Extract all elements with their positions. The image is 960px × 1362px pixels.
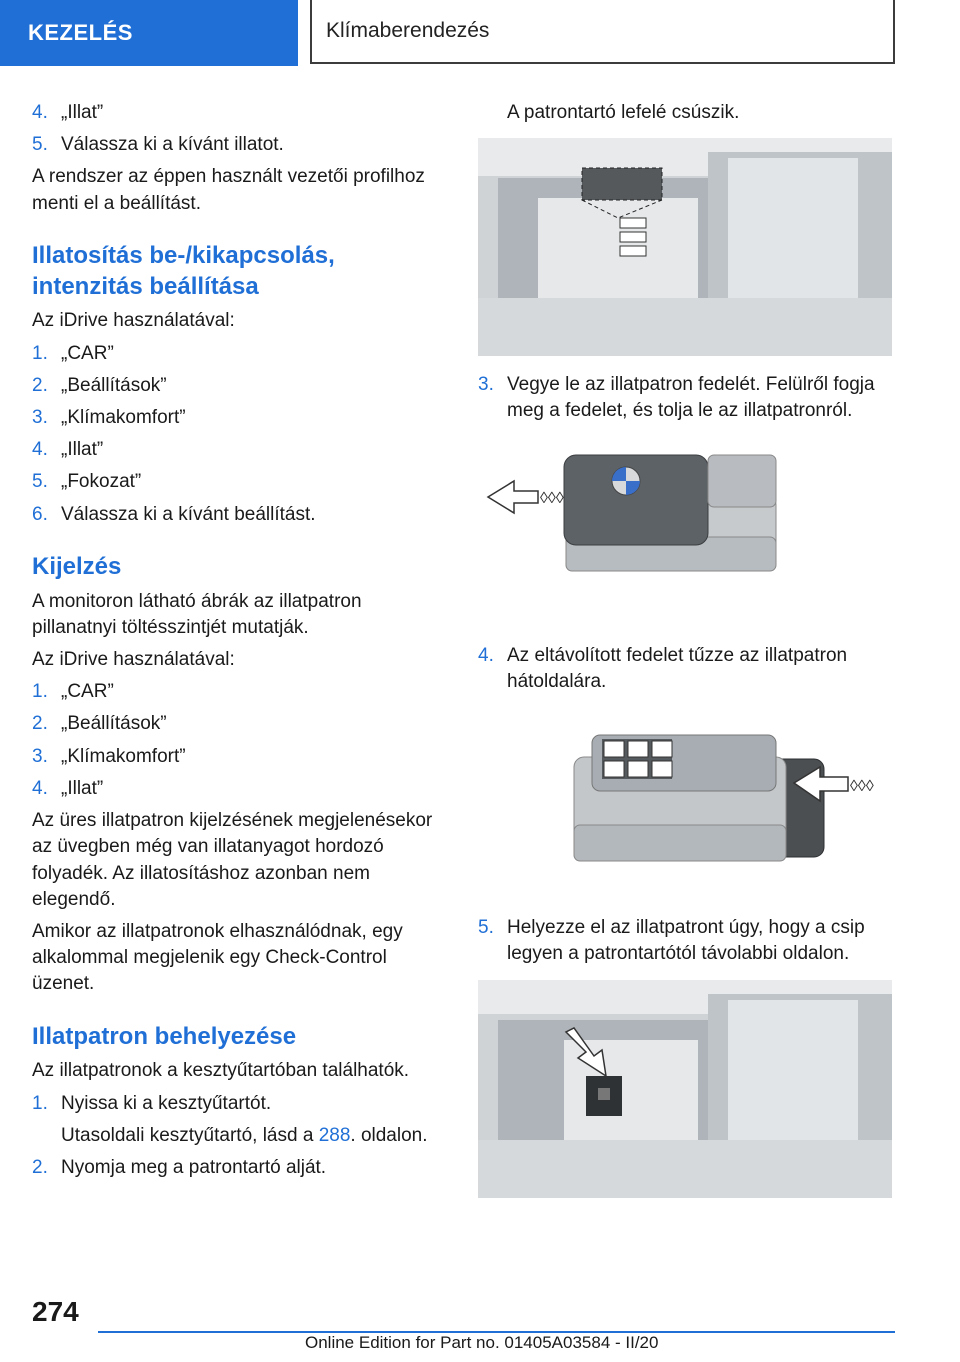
list-item: 2. „Beállítások”	[32, 713, 167, 735]
used-cartridge-paragraph: Amikor az illatpatronok elhasználódnak, egy alkalommal megjelenik egy Check-Control üzenet.	[32, 920, 403, 995]
glovebox-photo-2	[478, 980, 892, 1198]
list-item: 6. Válassza ki a kívánt beállítást.	[32, 503, 316, 525]
cartridge-cover-attach-illustration	[478, 707, 892, 899]
list-item: 1. Nyissa ki a kesztyűtartót.	[32, 1092, 272, 1114]
left-column	[32, 100, 450, 1187]
cross-reference: Utasoldali kesztyűtartó, lásd a 288. oldalon.	[61, 1124, 428, 1146]
list-item: 3. „Klímakomfort”	[32, 745, 186, 767]
svg-text:◊◊◊: ◊◊◊	[850, 778, 874, 796]
empty-cartridge-paragraph: Az üres illatpatron kijelzésének megjelenésekor az üvegben még van illatanyagot hordozó folyadék. Az illatosításhoz azonban nem elegendő.	[32, 810, 433, 910]
list-item: 4. „Illat”	[32, 777, 104, 799]
heading-insert: Illatpatron behelyezése	[32, 1022, 297, 1050]
list-item: 4. „Illat”	[32, 439, 104, 461]
list-item: 4. Az eltávolított fedelet tűzze az illatpatron hátoldalára.	[478, 644, 848, 692]
insert-paragraph: Az illatpatronok a kesztyűtartóban találhatók.	[32, 1060, 410, 1082]
page-number: 274	[32, 1296, 79, 1327]
list-item: 2. Nyomja meg a patrontartó alját.	[32, 1157, 327, 1178]
section-tab: KEZELÉS	[0, 0, 298, 66]
list-item: 5. „Fokozat”	[32, 471, 142, 493]
right-column	[478, 100, 898, 1214]
list-item: 1. „CAR”	[32, 681, 114, 703]
idrive-note: Az iDrive használatával:	[32, 649, 235, 670]
glovebox-photo-1	[478, 138, 892, 356]
display-paragraph: A monitoron látható ábrák az illatpatron pillanatnyi töltésszintjét mutatják.	[32, 590, 362, 638]
chapter-title: Klímaberendezés	[310, 0, 895, 64]
list-item: 5. Helyezze el az illatpatront úgy, hogy a csip legyen a patrontartótól távolabbi oldalon.	[478, 917, 865, 965]
list-item: 2. „Beállítások”	[32, 374, 167, 396]
list-item: 3. „Klímakomfort”	[32, 406, 186, 428]
idrive-note: Az iDrive használatával:	[32, 310, 235, 332]
slide-note: A patrontartó lefelé csúszik.	[507, 102, 740, 123]
cartridge-cover-removal-illustration	[478, 437, 892, 627]
list-item: 4. „Illat”	[32, 102, 104, 123]
footer-edition: Online Edition for Part no. 01405A03584 - II/20	[305, 1333, 659, 1352]
intro-paragraph: A rendszer az éppen használt vezetői profilhoz menti el a beállítást.	[32, 166, 425, 214]
list-item: 3. Vegye le az illatpatron fedelét. Felülről fogja meg a fedelet, és tolja le az illatpatronról.	[478, 374, 875, 422]
heading-display: Kijelzés	[32, 552, 122, 580]
svg-text:◊◊◊: ◊◊◊	[540, 489, 564, 507]
heading-ionization: Illatosítás be-/kikapcsolás, intenzitás beállítása	[32, 241, 335, 300]
list-item: 1. „CAR”	[32, 342, 114, 364]
page-link[interactable]: 288	[318, 1124, 351, 1146]
list-item: 5. Válassza ki a kívánt illatot.	[32, 134, 284, 156]
